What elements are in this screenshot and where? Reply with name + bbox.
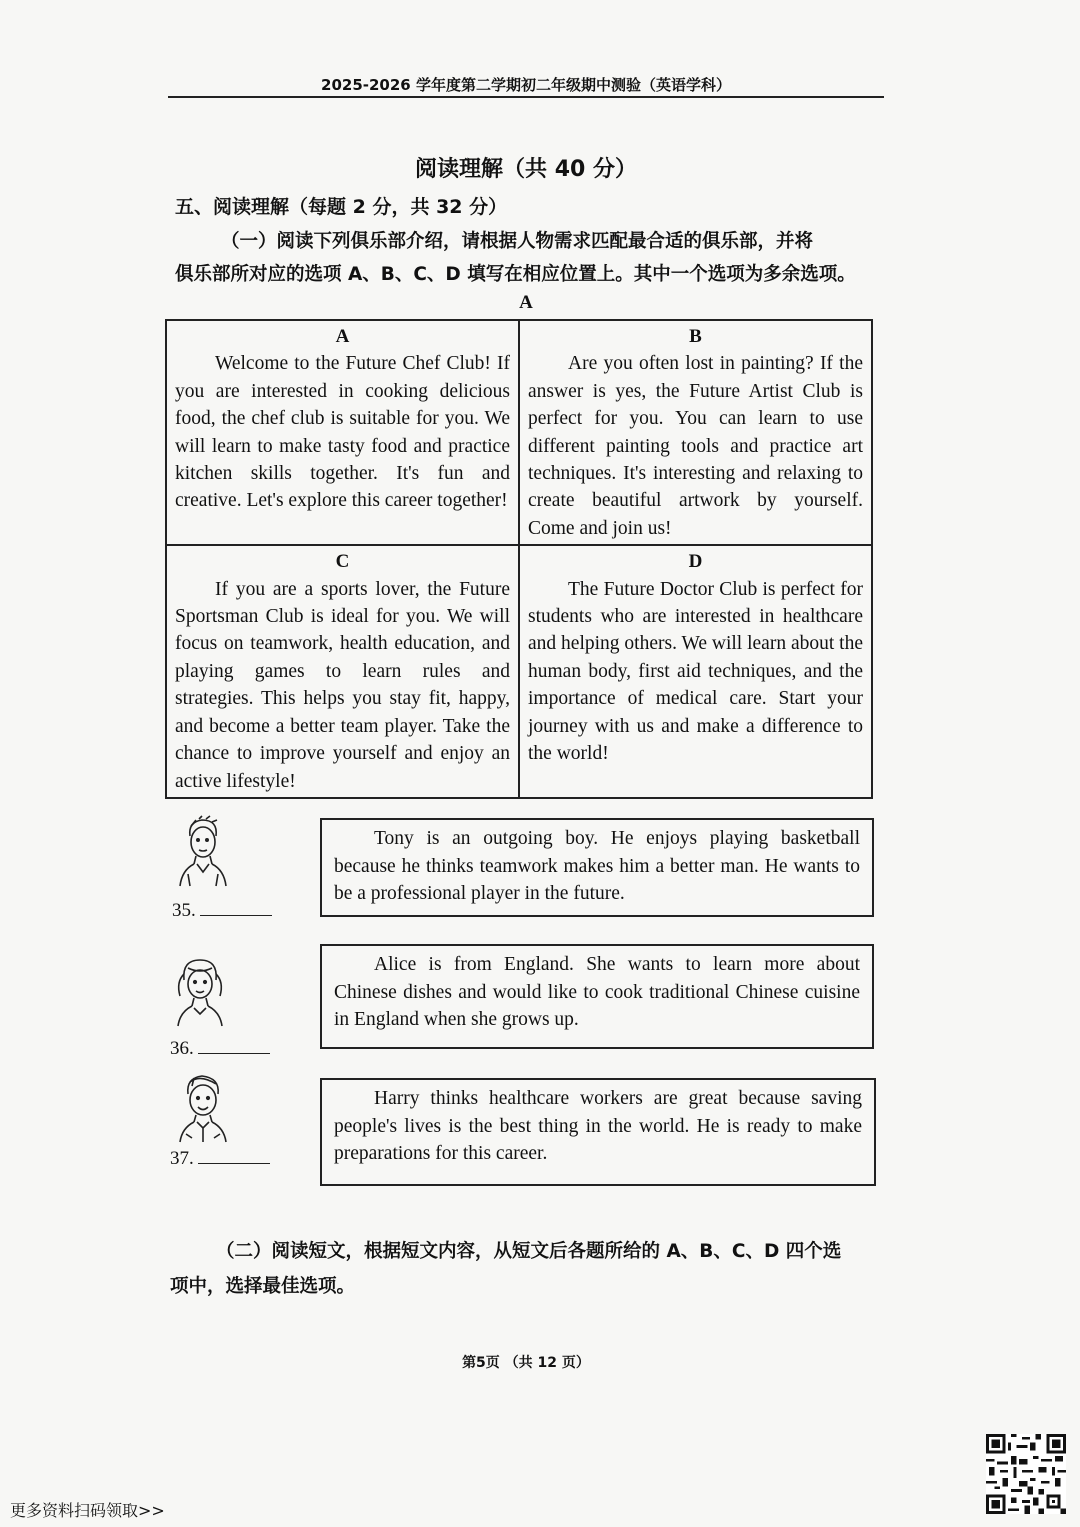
person-description-box (320, 818, 874, 917)
club-cell-c (166, 545, 519, 798)
club-cell-d (519, 545, 872, 798)
boy-avatar-icon (172, 814, 232, 890)
page-number: 第5页 （共 12 页） (462, 1355, 590, 1371)
person-description-box (320, 944, 874, 1049)
club-letter: B (689, 326, 702, 347)
part-title: 五、阅读理解（每题 2 分，共 32 分） (175, 196, 508, 218)
part2-instruction (170, 1234, 886, 1304)
table-label: A (519, 292, 533, 313)
club-description: If you are a sports lover, the Future Sportsman Club is ideal for you. We will focus on teamwork, health education, and playing games to learn rules and strategies. This helps you stay fit, happy, and become a better team player. Take the chance to improve yourself and enjoy an active lifestyle! (175, 578, 510, 792)
club-letter: C (335, 551, 350, 573)
person-description-box (320, 1078, 876, 1186)
clubs-table (165, 319, 873, 799)
answer-blank-37[interactable] (170, 1148, 270, 1170)
answer-line (198, 1162, 270, 1164)
person-description: Tony is an outgoing boy. He enjoys playing basketball because he thinks teamwork makes him a better man. He wants to be a professional player in the future. (334, 828, 860, 905)
instruction-line-1: （一）阅读下列俱乐部介绍，请根据人物需求匹配最合适的俱乐部，并将 (221, 231, 814, 252)
part2-line-1: （二）阅读短文，根据短文内容，从短文后各题所给的 A、B、C、D 四个选 (216, 1241, 842, 1262)
answer-line (198, 1052, 270, 1054)
person-description: Harry thinks healthcare workers are great because saving people's lives is the best thing in the world. He is ready to make preparations for this career. (334, 1088, 862, 1165)
question-number: 35. (172, 900, 196, 921)
question-number: 37. (170, 1148, 194, 1169)
club-cell-b (519, 320, 872, 545)
club-cell-a (166, 320, 519, 545)
boy-avatar-icon (172, 1072, 232, 1148)
part1-instruction (175, 225, 887, 291)
part2-line-2: 项中，选择最佳选项。 (170, 1276, 356, 1297)
answer-blank-36[interactable] (170, 1038, 270, 1060)
instruction-line-2: 俱乐部所对应的选项 A、B、C、D 填写在相应位置上。其中一个选项为多余选项。 (175, 264, 856, 285)
answer-line (200, 914, 272, 916)
question-number: 36. (170, 1038, 194, 1059)
club-description: Are you often lost in painting? If the answer is yes, the Future Artist Club is perfect for you. You can learn to use different painting tools and practice art techniques. It's interesting and relaxing to create beautiful artwork by yourself. Come and join us! (528, 353, 863, 539)
girl-avatar-icon (170, 954, 230, 1030)
header-divider (168, 96, 884, 98)
exam-header-title: 2025-2026 学年度第二学期初二年级期中测验（英语学科） (321, 76, 731, 94)
person-description: Alice is from England. She wants to learn more about Chinese dishes and would like to cook traditional Chinese cuisine in England when she grows up. (334, 954, 860, 1031)
footer-note-link[interactable]: 更多资料扫码领取>> (10, 1501, 165, 1520)
club-letter: D (688, 551, 703, 573)
club-description: The Future Doctor Club is perfect for students who are interested in healthcare and helping others. We will learn about the human body, first aid techniques, and the importance of medical care. Start your journey with us and make a difference to the world! (528, 578, 863, 765)
qr-code-icon[interactable] (986, 1434, 1066, 1514)
section-title: 阅读理解（共 40 分） (415, 157, 637, 182)
answer-blank-35[interactable] (172, 900, 272, 922)
club-description: Welcome to the Future Chef Club! If you are interested in cooking delicious food, the chef club is suitable for you. We will learn to make tasty food and practice kitchen skills together. It's fun and creative. Let's explore this career together! (175, 353, 510, 512)
club-letter: A (335, 326, 350, 347)
